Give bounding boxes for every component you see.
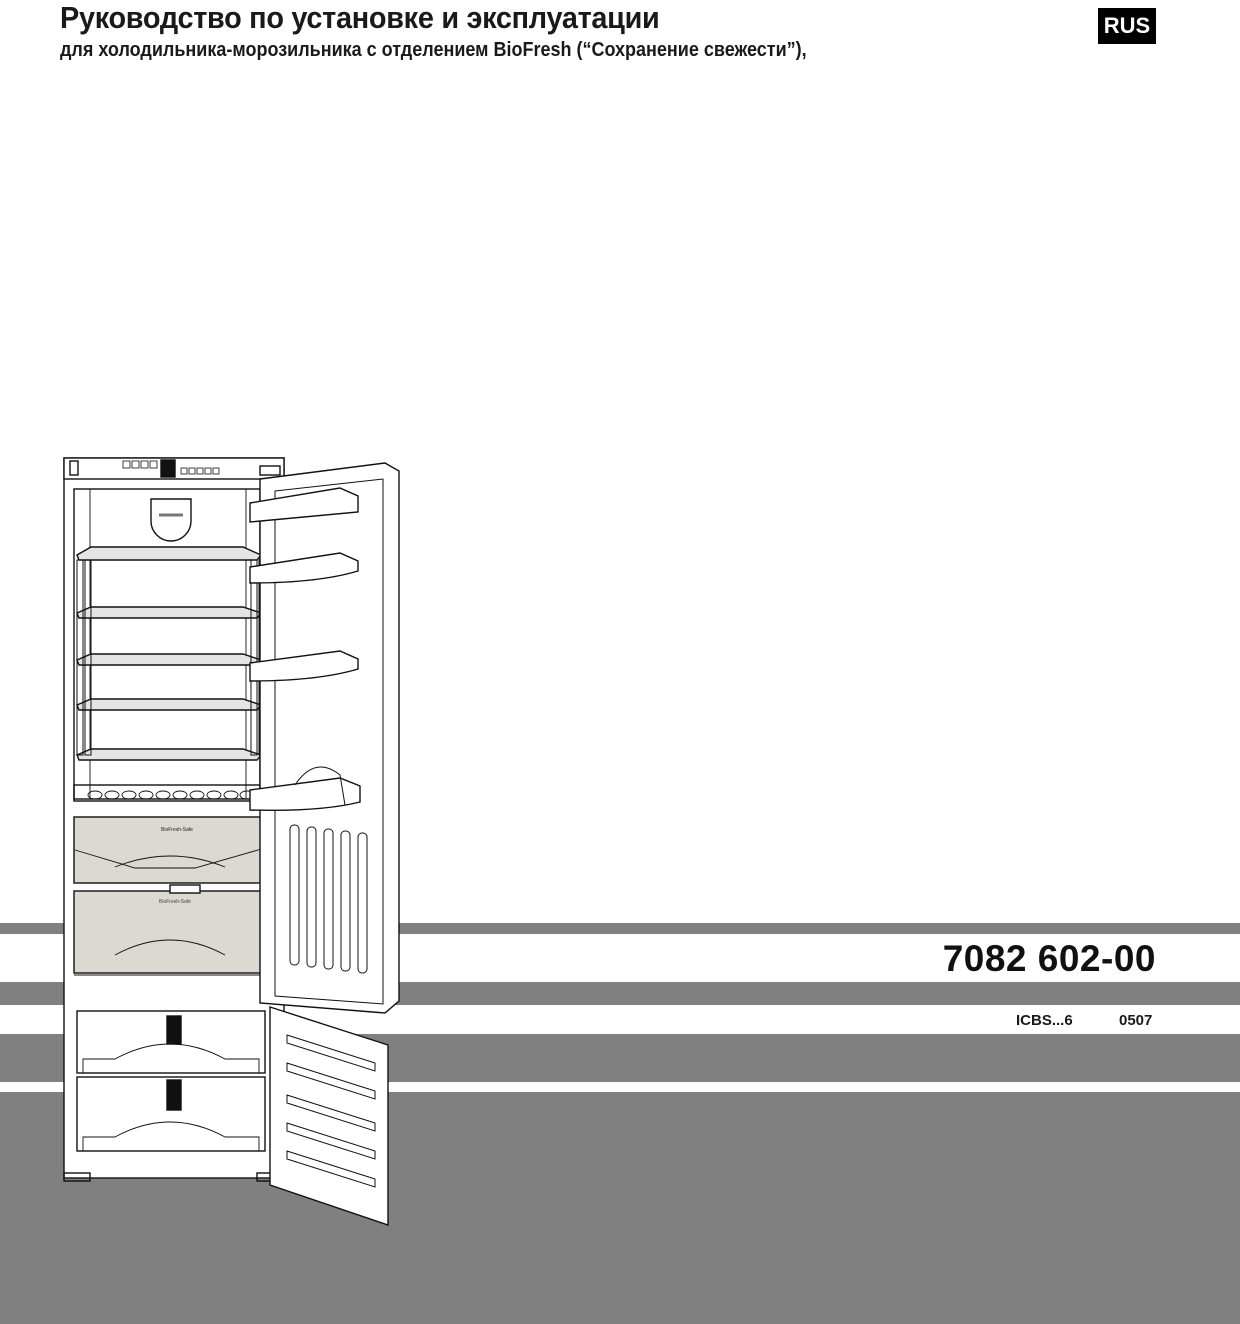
date-code: 0507 [1119, 1012, 1153, 1029]
document-number: 7082 602-00 [942, 938, 1156, 979]
page-title: Руководство по установке и эксплуатации [60, 0, 660, 35]
drawer-label-1: BioFresh-Safe [161, 827, 193, 833]
language-badge: RUS [1098, 8, 1156, 44]
page-subtitle: для холодильника-морозильника с отделением BioFresh (“Сохранение свежести”), [60, 39, 807, 61]
model-code: ICBS...6 [1016, 1012, 1073, 1029]
drawer-label-2: BioFresh-Safe [159, 899, 191, 905]
fridge-freezer-illustration [55, 455, 405, 1230]
